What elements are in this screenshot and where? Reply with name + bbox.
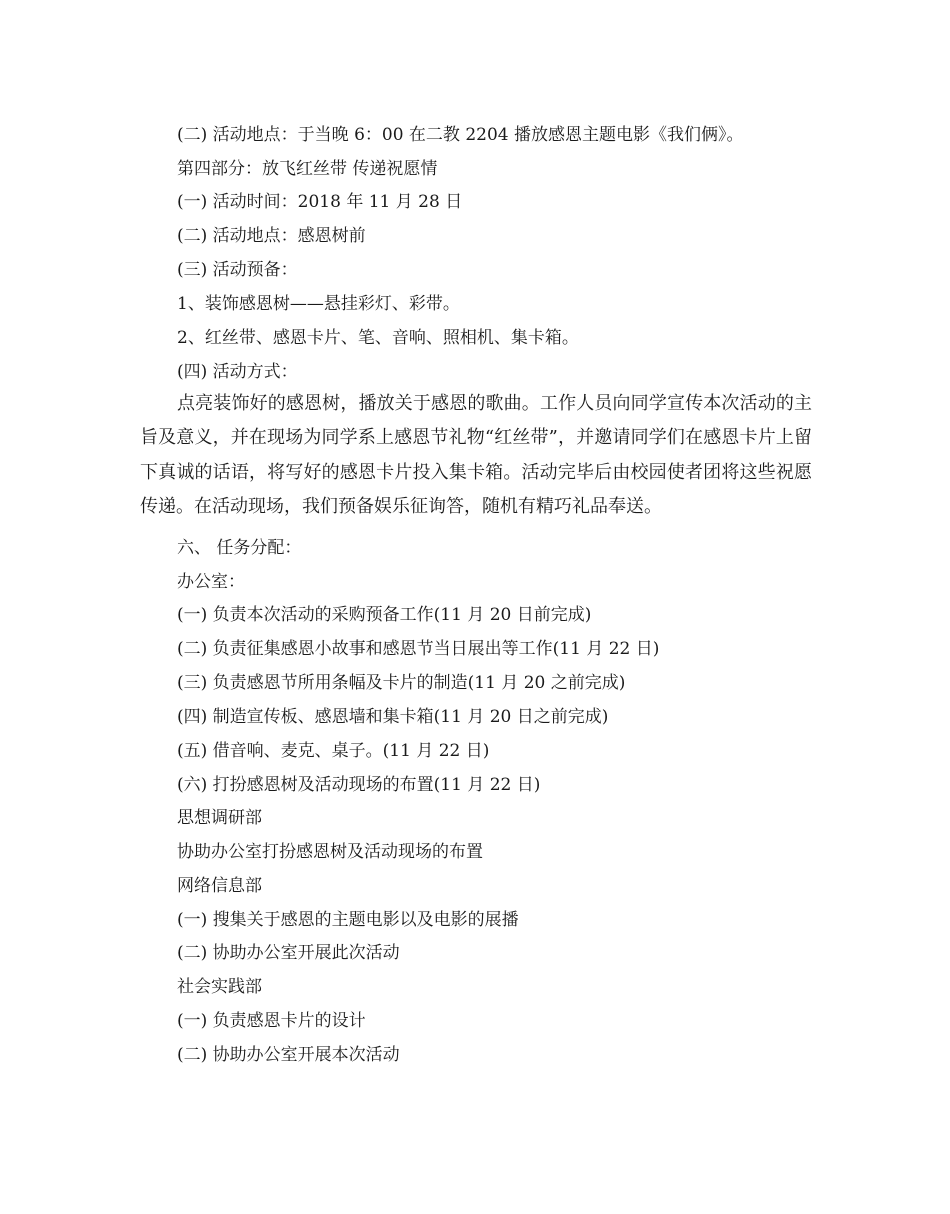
text-line: (二) 活动地点：于当晚 6：00 在二教 2204 播放感恩主题电影《我们俩》。 <box>177 125 744 145</box>
text-line: 1、装饰感恩树——悬挂彩灯、彩带。 <box>177 294 460 314</box>
text-line: (一) 搜集关于感恩的主题电影以及电影的展播 <box>177 910 519 930</box>
text-line: (五) 借音响、麦克、桌子。(11 月 22 日) <box>177 741 490 761</box>
text-line: 社会实践部 <box>177 977 262 997</box>
text-line: 网络信息部 <box>177 876 262 896</box>
text-line: (二) 协助办公室开展本次活动 <box>177 1045 400 1065</box>
text-line: (四) 活动方式： <box>177 362 298 382</box>
text-line: 思想调研部 <box>177 808 262 828</box>
body-paragraph: 点亮装饰好的感恩树，播放关于感恩的歌曲。工作人员向同学宣传本次活动的主旨及意义，并在现场为同学系上感恩节礼物“红丝带”，并邀请同学们在感恩卡片上留下真诚的话语，将写好的感恩卡片投入集卡箱。活动完毕后由校园使者团将这些祝愿传递。在活动现场，我们预备娱乐征询答，随机有精巧礼品奉送。 <box>140 393 812 517</box>
text-line: 2、红丝带、感恩卡片、笔、音响、照相机、集卡箱。 <box>177 328 579 348</box>
text-line: (三) 负责感恩节所用条幅及卡片的制造(11 月 20 之前完成) <box>177 673 626 693</box>
text-line: 协助办公室打扮感恩树及活动现场的布置 <box>177 842 483 862</box>
text-line: (一) 负责本次活动的采购预备工作(11 月 20 日前完成) <box>177 605 592 625</box>
section-heading: 第四部分：放飞红丝带 传递祝愿情 <box>177 159 438 179</box>
section-heading: 六、 任务分配： <box>177 538 302 558</box>
text-line: 办公室： <box>177 572 245 592</box>
text-line: (一) 负责感恩卡片的设计 <box>177 1011 366 1031</box>
text-line: (一) 活动时间：2018 年 11 月 28 日 <box>177 192 463 212</box>
text-line: (三) 活动预备： <box>177 260 298 280</box>
text-line: (二) 负责征集感恩小故事和感恩节当日展出等工作(11 月 22 日) <box>177 639 660 659</box>
text-line: (四) 制造宣传板、感恩墙和集卡箱(11 月 20 日之前完成) <box>177 707 609 727</box>
text-line: (二) 协助办公室开展此次活动 <box>177 943 400 963</box>
text-line: (二) 活动地点：感恩树前 <box>177 226 366 246</box>
text-line: (六) 打扮感恩树及活动现场的布置(11 月 22 日) <box>177 775 541 795</box>
